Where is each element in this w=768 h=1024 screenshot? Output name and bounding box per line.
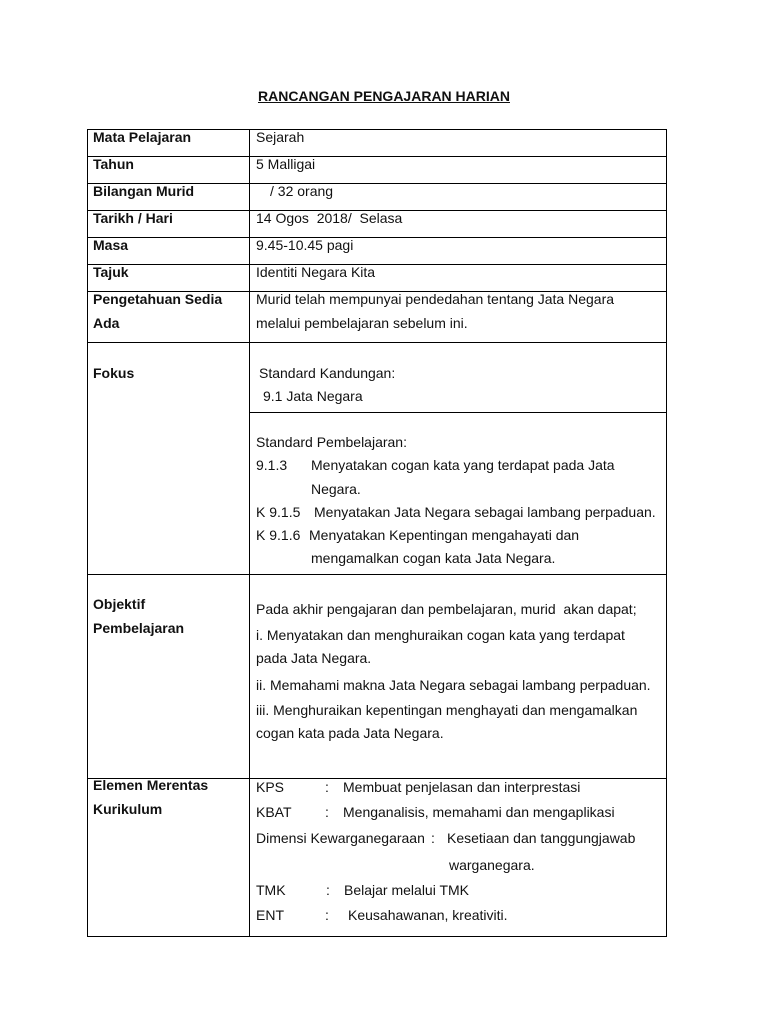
label-bilangan-murid: Bilangan Murid [93,183,195,199]
value-bilangan-murid: / 32 orang [270,183,334,199]
label-fokus: Fokus [93,365,135,381]
standard-pembelajaran-heading: Standard Pembelajaran: [256,434,407,450]
elemen-separator: : [325,804,329,820]
standard-pembelajaran-text: Negara. [311,481,361,497]
label-mata-pelajaran: Mata Pelajaran [93,129,192,145]
standard-pembelajaran-code: K 9.1.5 [256,504,301,520]
elemen-value-kbat: Menganalisis, memahami dan mengaplikasi [343,804,615,820]
value-masa: 9.45-10.45 pagi [256,237,354,253]
standard-pembelajaran-code: K 9.1.6 [256,527,301,543]
objektif-item: ii. Memahami makna Jata Negara sebagai lambang perpaduan. [256,677,651,693]
label-objektif-pembelajaran: Pembelajaran [93,620,185,636]
elemen-separator: : [325,779,329,795]
standard-pembelajaran-text: Menyatakan Jata Negara sebagai lambang perpaduan. [314,504,656,520]
label-elemen-merentas-kurikulum: Elemen Merentas [93,777,209,793]
objektif-intro: Pada akhir pengajaran dan pembelajaran, murid akan dapat; [256,601,637,617]
elemen-separator: : [431,830,435,846]
standard-pembelajaran-text: mengamalkan cogan kata Jata Negara. [311,550,556,566]
label-tajuk: Tajuk [93,264,129,280]
row-divider [87,342,667,343]
elemen-value-tmk: Belajar melalui TMK [344,882,470,898]
elemen-separator: : [325,907,329,923]
elemen-key-kbat: KBAT [256,804,292,820]
label-elemen-merentas-kurikulum: Kurikulum [93,801,163,817]
value-tarikh-hari: 14 Ogos 2018/ Selasa [256,210,403,226]
label-tarikh-hari: Tarikh / Hari [93,210,173,226]
elemen-value-kps: Membuat penjelasan dan interprestasi [343,779,581,795]
table-border-bottom [87,936,667,937]
objektif-item: i. Menyatakan dan menghuraikan cogan kata yang terdapat [256,627,625,643]
elemen-value-ent: Keusahawanan, kreativiti. [348,907,508,923]
document-title: RANCANGAN PENGAJARAN HARIAN [257,88,510,104]
value-pengetahuan-sedia-ada: Murid telah mempunyai pendedahan tentang Jata Negara [256,291,615,307]
value-pengetahuan-sedia-ada: melalui pembelajaran sebelum ini. [256,315,468,331]
label-pengetahuan-sedia-ada: Ada [93,315,120,331]
label-objektif-pembelajaran: Objektif [93,596,146,612]
table-border-right [666,129,667,937]
elemen-key-ent: ENT [256,907,284,923]
row-divider [87,264,667,265]
value-tajuk: Identiti Negara Kita [256,264,376,280]
row-divider [87,237,667,238]
elemen-key-kps: KPS [256,779,285,795]
elemen-separator: : [326,882,330,898]
value-mata-pelajaran: Sejarah [256,129,305,145]
objektif-item: iii. Menghuraikan kepentingan menghayati dan mengamalkan [256,702,638,718]
value-tahun: 5 Malligai [256,156,316,172]
row-divider [87,156,667,157]
label-tahun: Tahun [93,156,134,172]
standard-pembelajaran-text: Menyatakan cogan kata yang terdapat pada Jata [311,457,615,473]
elemen-key-tmk: TMK [256,882,286,898]
column-divider [249,129,250,937]
elemen-key-dimensi: Dimensi Kewarganegaraan [256,830,425,846]
elemen-value-dimensi: Kesetiaan dan tanggungjawab [447,830,636,846]
table-border-left [87,129,88,937]
label-pengetahuan-sedia-ada: Pengetahuan Sedia [93,291,223,307]
standard-pembelajaran-text: Menyatakan Kepentingan mengahayati dan [309,527,580,543]
objektif-item: pada Jata Negara. [256,650,372,666]
standard-pembelajaran-code: 9.1.3 [256,457,288,473]
row-divider [87,574,667,575]
fokus-subrow-divider [249,412,667,413]
standard-kandungan-heading: Standard Kandungan: [259,365,396,381]
objektif-item: cogan kata pada Jata Negara. [256,725,444,741]
label-masa: Masa [93,237,129,253]
elemen-value-dimensi: warganegara. [449,857,535,873]
standard-kandungan-item: 9.1 Jata Negara [263,388,363,404]
